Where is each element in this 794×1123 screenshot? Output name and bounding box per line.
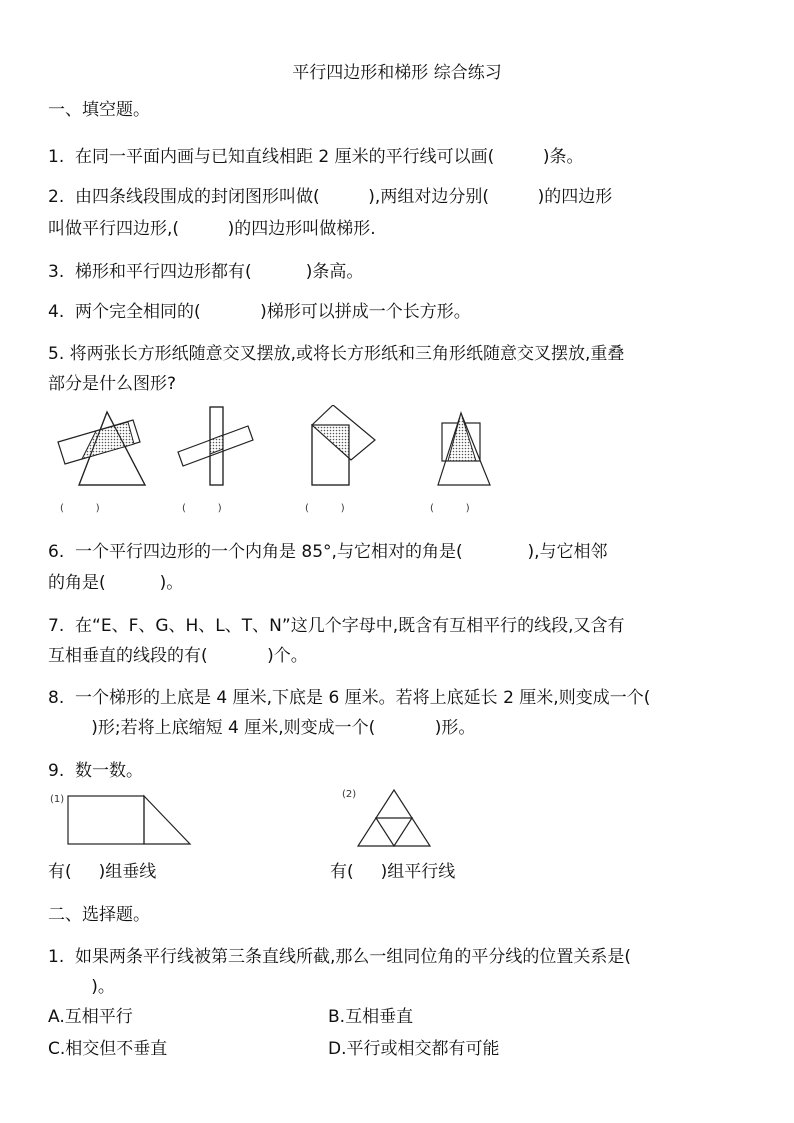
question-6-line2: 的角是( )。 — [48, 573, 184, 593]
q9-figure-1-label: (1) — [50, 794, 65, 805]
option-c: C.相交但不垂直 — [48, 1039, 168, 1059]
figure-rectangle-triangle — [60, 792, 200, 848]
question-6-line1: 6. 一个平行四边形的一个内角是 85°,与它相对的角是( ),与它相邻 — [48, 542, 608, 562]
question-5-line1: 5. 将两张长方形纸随意交叉摆放,或将长方形纸和三角形纸随意交叉摆放,重叠 — [48, 344, 625, 364]
choice-1-line1: 1. 如果两条平行线被第三条直线所截,那么一组同位角的平分线的位置关系是( — [48, 947, 632, 967]
question-4: 4. 两个完全相同的( )梯形可以拼成一个长方形。 — [48, 302, 471, 322]
question-5-line2: 部分是什么图形? — [48, 374, 177, 394]
q5-blank-2: ( ) — [182, 503, 222, 514]
choice-1-line2: )。 — [48, 977, 115, 997]
figure-triangle-rectangle — [58, 412, 145, 485]
question-1: 1. 在同一平面内画与已知直线相距 2 厘米的平行线可以画( )条。 — [48, 147, 584, 167]
q5-blank-4: ( ) — [430, 503, 470, 514]
page-title: 平行四边形和梯形 综合练习 — [292, 63, 502, 83]
question-7-line1: 7. 在“E、F、G、H、L、T、N”这几个字母中,既含有互相平行的线段,又含有 — [48, 616, 625, 636]
q9-answer-parallel: 有( )组平行线 — [330, 862, 456, 882]
figure-subdivided-triangle — [350, 786, 440, 850]
figure-triangle-rectangle-2 — [438, 413, 490, 485]
q5-blank-3: ( ) — [305, 503, 345, 514]
figure-rectangle-square — [312, 405, 375, 485]
question-2-line2: 叫做平行四边形,( )的四边形叫做梯形. — [48, 219, 376, 239]
question-2-line1: 2. 由四条线段围成的封闭图形叫做( ),两组对边分别( )的四边形 — [48, 187, 613, 207]
figure-crossed-rectangles — [178, 407, 253, 485]
section-choice-heading: 二、选择题。 — [48, 905, 150, 925]
question-7-line2: 互相垂直的线段的有( )个。 — [48, 646, 308, 666]
q5-blank-1: ( ) — [60, 503, 100, 514]
option-b: B.互相垂直 — [328, 1007, 414, 1027]
q9-answer-perpendicular: 有( )组垂线 — [48, 862, 157, 882]
option-d: D.平行或相交都有可能 — [328, 1039, 500, 1059]
option-a: A.互相平行 — [48, 1007, 133, 1027]
overlap-figures — [50, 405, 510, 495]
question-8-line1: 8. 一个梯形的上底是 4 厘米,下底是 6 厘米。若将上底延长 2 厘米,则变成一个( — [48, 688, 651, 708]
question-9: 9. 数一数。 — [48, 761, 144, 781]
section-fill-heading: 一、填空题。 — [48, 100, 150, 120]
question-3: 3. 梯形和平行四边形都有( )条高。 — [48, 262, 364, 282]
q9-figure-2-label: (2) — [342, 789, 357, 800]
question-8-line2: )形;若将上底缩短 4 厘米,则变成一个( )形。 — [48, 718, 476, 738]
